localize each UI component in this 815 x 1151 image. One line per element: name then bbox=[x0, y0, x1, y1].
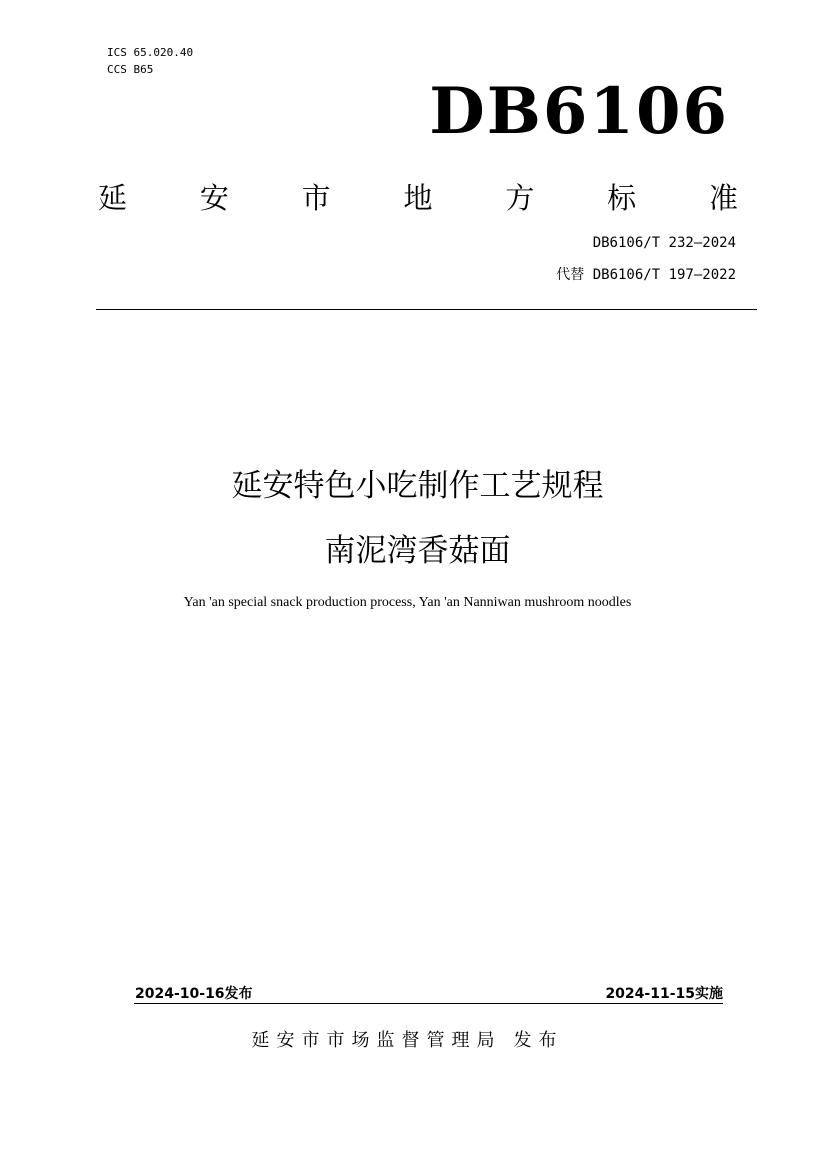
standard-code: DB6106 bbox=[429, 74, 729, 149]
standard-type bbox=[98, 178, 738, 218]
standard-type-char: 市 bbox=[301, 181, 331, 215]
classification-codes bbox=[107, 44, 193, 78]
issue-date: 2024-10-16发布 bbox=[135, 986, 253, 1002]
document-title: 延安特色小吃制作工艺规程 bbox=[231, 468, 604, 504]
footer-divider bbox=[134, 1003, 723, 1004]
standard-type-char: 安 bbox=[199, 181, 229, 215]
implementation-date: 2024-11-15实施 bbox=[605, 986, 723, 1002]
standard-number: DB6106/T 232—2024 bbox=[592, 235, 736, 251]
replaces-standard: 代替 DB6106/T 197—2022 bbox=[556, 267, 736, 283]
standard-type-char: 标 bbox=[607, 181, 637, 215]
standard-type-char: 方 bbox=[505, 181, 535, 215]
ics-code: ICS 65.020.40 bbox=[107, 46, 194, 59]
standard-type-char: 延 bbox=[98, 181, 128, 215]
standard-type-char: 准 bbox=[708, 181, 738, 215]
header-divider bbox=[96, 309, 757, 310]
issuer-verb: 发布 bbox=[513, 1030, 564, 1051]
ccs-code: CCS B65 bbox=[107, 63, 154, 76]
issuer-name: 延安市市场监督管理局 bbox=[251, 1030, 502, 1051]
issuer bbox=[0, 1029, 815, 1053]
standard-type-char: 地 bbox=[403, 181, 433, 215]
english-title: Yan 'an special snack production process, Yan 'an Nanniwan mushroom noodles bbox=[183, 595, 632, 610]
document-subtitle: 南泥湾香菇面 bbox=[324, 533, 511, 569]
